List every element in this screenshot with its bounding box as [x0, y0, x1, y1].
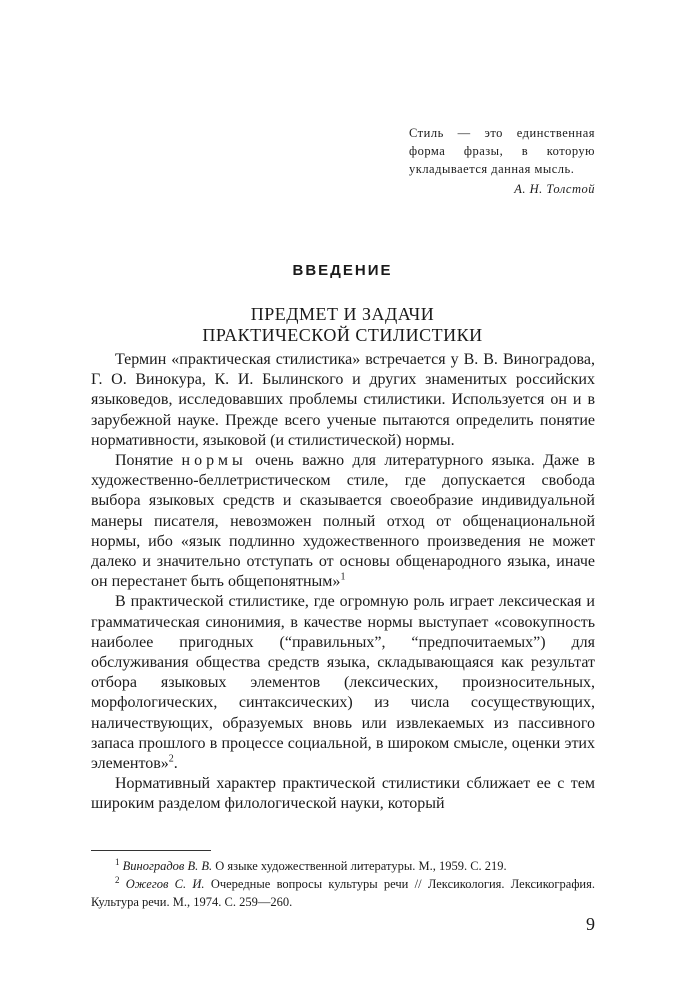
- footnote-ref-1[interactable]: 1: [340, 571, 346, 583]
- footnote-1-author: Виноградов В. В.: [122, 859, 213, 873]
- paragraph-4: Нормативный характер практической стилистики сближает ее с тем широким разделом филологической науки, который: [91, 775, 595, 813]
- page-number: 9: [586, 914, 595, 934]
- paragraph-3-text: В практической стилистике, где огромную роль играет лексическая и грамматическая синонимия, в качестве нормы выступает «совокупность наиболее пригодных (“правильных”, “предпочитаемых”) для обслуживания общества средств языка, складывающаяся как результат отбора языковых элементов (лексических, произносительных, морфологических, синтаксических) из числа сосуществующих, наличествующих, образуемых вновь или извлекаемых из пассивного запаса прошлого в процессе социальной, в широком смысле, оценки этих элементов»: [91, 593, 595, 773]
- paragraph-2: [91, 451, 595, 592]
- footnote-2-number: 2: [115, 874, 120, 885]
- footnote-1-number: 1: [115, 856, 120, 867]
- footnote-1-text: О языке художественной литературы. М., 1959. С. 219.: [212, 859, 507, 873]
- chapter-title-line-1: ПРЕДМЕТ И ЗАДАЧИ: [250, 304, 435, 324]
- paragraph-3-end: .: [173, 755, 178, 773]
- chapter-title: [0, 304, 685, 346]
- footnote-2: [91, 875, 595, 911]
- footnote-ref-2[interactable]: 2: [168, 753, 174, 765]
- epigraph-text: Стиль — это единственная форма фразы, в которую укладывается данная мысль.: [409, 126, 595, 176]
- footnote-1: [91, 857, 595, 875]
- epigraph: [409, 124, 595, 198]
- paragraph-3: [91, 592, 595, 774]
- footnotes: [91, 857, 595, 911]
- epigraph-author: А. Н. Толстой: [514, 182, 595, 196]
- section-title: ВВЕДЕНИЕ: [292, 262, 393, 279]
- paragraph-2-start: Понятие: [115, 452, 182, 470]
- paragraph-2-rest: очень важно для литературного языка. Даже в художественно-беллетристическом стиле, где допускается свобода выбора языковых средств и сказывается своеобразие индивидуальной манеры писателя, невозможен полный отход от общенациональной нормы, ибо «язык подлинно художественного произведения не может далеко и значительно отступать от основы общенародного языка, иначе он перестанет быть общепонятным»: [91, 452, 595, 591]
- chapter-title-line-2: ПРАКТИЧЕСКОЙ СТИЛИСТИКИ: [202, 325, 483, 345]
- footnote-2-text: Очередные вопросы культуры речи // Лексикология. Лексикография. Культура речи. М., 1974. С. 259—260.: [91, 877, 595, 909]
- paragraph-1: Термин «практическая стилистика» встречается у В. В. Виноградова, Г. О. Винокура, К. И. Былинского и других знаменитых российских языковедов, исследовавших проблемы стилистики. Используется он и в зарубежной науке. Прежде всего ученые пытаются определить понятие нормативности, языковой (и стилистической) нормы.: [91, 351, 595, 449]
- footnote-2-author: Ожегов С. И.: [125, 877, 205, 891]
- footnote-divider: [91, 850, 211, 851]
- spaced-term-norm: нормы: [181, 452, 247, 470]
- body-text: [91, 350, 595, 815]
